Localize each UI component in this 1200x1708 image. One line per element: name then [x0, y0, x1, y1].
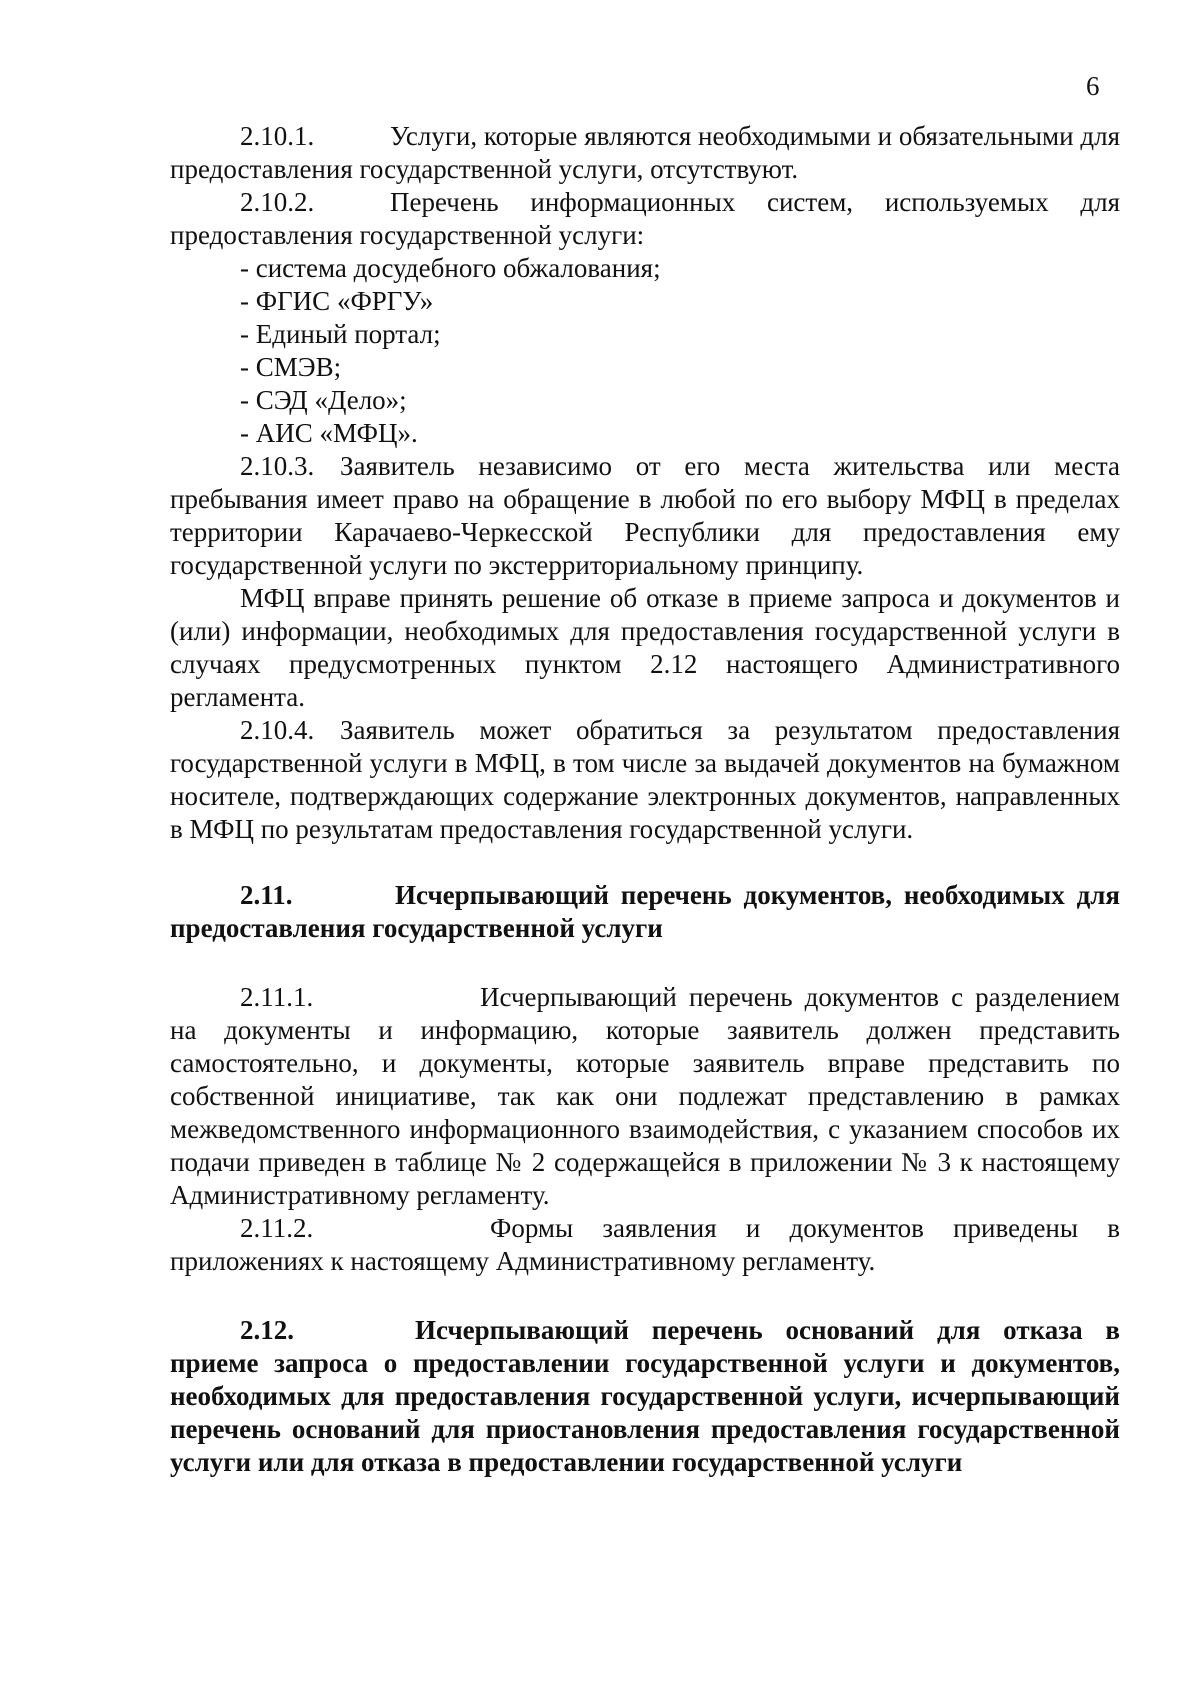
page-number: 6: [1086, 71, 1100, 101]
paragraph-text: Формы заявления и документов приведены в приложениях к настоящему Административному регламенту.: [170, 1213, 1120, 1276]
list-item: - АИС «МФЦ».: [240, 418, 418, 448]
paragraph-text: Перечень информационных систем, используемых для предоставления государственной услуги:: [170, 187, 1120, 250]
paragraph-2-11-2: [170, 1212, 1120, 1278]
spacer: [170, 945, 1120, 981]
spacer: [170, 1278, 1120, 1314]
clause-number: 2.11.2.: [240, 1213, 314, 1243]
paragraph-text: Исчерпывающий перечень документов с разделением на документы и информацию, которые заявитель должен представить самостоятельно, и документы, которые заявитель вправе представить по собственной инициативе, так как они подлежат представлению в рамках межведомственного информационного взаимодействия, с указанием способов их подачи приведен в таблице № 2 содержащейся в приложении № 3 к настоящему Административному регламенту.: [170, 982, 1120, 1210]
paragraph-text: Услуги, которые являются необходимыми и обязательными для предоставления государственной услуги, отсутствуют.: [170, 121, 1120, 184]
list-item: - Единый портал;: [240, 319, 441, 349]
section-number: 2.11.: [240, 880, 293, 910]
paragraph-text: Заявитель независимо от его места жительства или места пребывания имеет право на обращение в любой по его выбору МФЦ в пределах территории Карачаево-Черкесской Республики для предоставления ему государственной услуги по экстерриториальному принципу.: [170, 451, 1120, 580]
list-item: - СЭД «Дело»;: [240, 385, 407, 415]
paragraph-2-10-4: [170, 714, 1120, 846]
paragraph-2-11-1: [170, 981, 1120, 1212]
list-item: - ФГИС «ФРГУ»: [240, 286, 434, 316]
paragraph-text: Заявитель может обратиться за результатом предоставления государственной услуги в МФЦ, в том числе за выдачей документов на бумажном носителе, подтверждающих содержание электронных документов, направленных в МФЦ по результатам предоставления государственной услуги.: [170, 715, 1120, 844]
clause-number: 2.11.1.: [240, 982, 314, 1012]
clause-number: 2.10.3.: [240, 451, 315, 481]
section-number: 2.12.: [240, 1315, 294, 1345]
clause-number: 2.10.2.: [240, 187, 315, 217]
section-heading-2-11: [170, 879, 1120, 945]
paragraph-2-10-3: [170, 450, 1120, 582]
paragraph-mfc: МФЦ вправе принять решение об отказе в приеме запроса и документов и (или) информации, необходимых для предоставления государственной услуги в случаях предусмотренных пунктом 2.12 настоящего Административного регламента.: [170, 583, 1120, 712]
clause-number: 2.10.1.: [240, 121, 315, 151]
paragraph-2-10-2: [170, 186, 1120, 252]
section-heading-2-12: [170, 1314, 1120, 1479]
paragraph-2-10-1: [170, 120, 1120, 186]
section-title: Исчерпывающий перечень документов, необходимых для предоставления государственной услуги: [170, 880, 1120, 943]
information-systems-list: [170, 252, 1120, 450]
spacer: [170, 846, 1120, 879]
list-item: - система досудебного обжалования;: [240, 253, 661, 283]
section-title: Исчерпывающий перечень оснований для отказа в приеме запроса о предоставлении государственной услуги и документов, необходимых для предоставления государственной услуги, исчерпывающий перечень оснований для приостановления предоставления государственной услуги или для отказа в предоставлении государственной услуги: [170, 1315, 1120, 1477]
document-body: [170, 120, 1120, 1479]
clause-number: 2.10.4.: [240, 715, 315, 745]
list-item: - СМЭВ;: [240, 352, 342, 382]
